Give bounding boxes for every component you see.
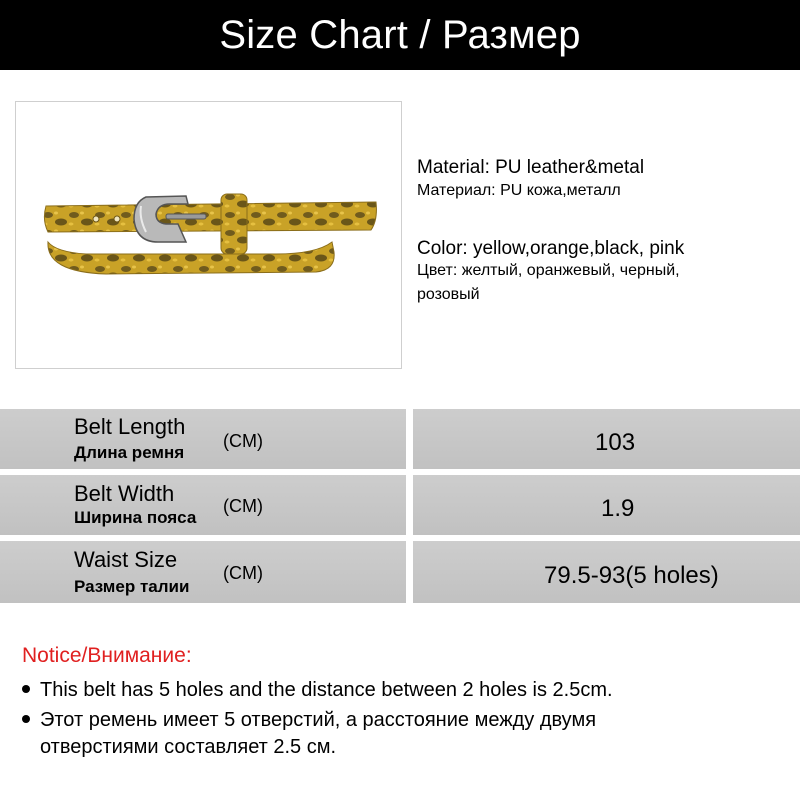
label-en: Belt Width (74, 481, 175, 506)
label-ru: Длина ремня (74, 443, 185, 462)
color-ru-line1: Цвет: желтый, оранжевый, черный, (417, 262, 680, 279)
value-text: 79.5-93(5 holes) (544, 562, 719, 589)
notice-item-continuation (40, 734, 336, 761)
notice-item (22, 707, 596, 734)
value-text: 103 (595, 429, 636, 456)
page-header (0, 0, 800, 70)
table-value-cell (413, 541, 800, 603)
product-image (15, 101, 402, 369)
bullet-icon (22, 715, 30, 723)
table-row-belt-length (0, 409, 800, 469)
label-en: Belt Length (74, 414, 186, 439)
notice-text: Этот ремень имеет 5 отверстий, а расстояние между двумя (40, 709, 597, 731)
belt-illustration (16, 102, 401, 368)
color-ru-line2: розовый (417, 286, 480, 303)
table-value-cell (413, 409, 800, 469)
bullet-icon (22, 685, 30, 693)
value-text: 1.9 (601, 495, 635, 522)
label-ru: Размер талии (74, 577, 190, 596)
label-ru: Ширина пояса (74, 508, 197, 527)
notice-text: This belt has 5 holes and the distance between 2 holes is 2.5cm. (40, 679, 613, 701)
unit-label: (CM) (223, 563, 263, 583)
table-label-cell (0, 541, 406, 603)
page-title: Size Chart / Размер (219, 12, 581, 57)
material-ru: Материал: PU кожа,металл (417, 182, 621, 199)
color-en: Color: yellow,orange,black, pink (417, 238, 685, 259)
notice-item (22, 677, 613, 704)
unit-label: (CM) (223, 496, 263, 516)
notice-title: Notice/Внимание: (22, 644, 192, 667)
unit-label: (CM) (223, 431, 263, 451)
table-label-cell (0, 409, 406, 469)
label-en: Waist Size (74, 547, 178, 572)
table-row-waist-size (0, 541, 800, 603)
table-row-belt-width (0, 475, 800, 535)
table-value-cell (413, 475, 800, 535)
table-label-cell (0, 475, 406, 535)
material-en: Material: PU leather&metal (417, 157, 645, 178)
notice-text: отверстиями составляет 2.5 см. (40, 736, 337, 758)
